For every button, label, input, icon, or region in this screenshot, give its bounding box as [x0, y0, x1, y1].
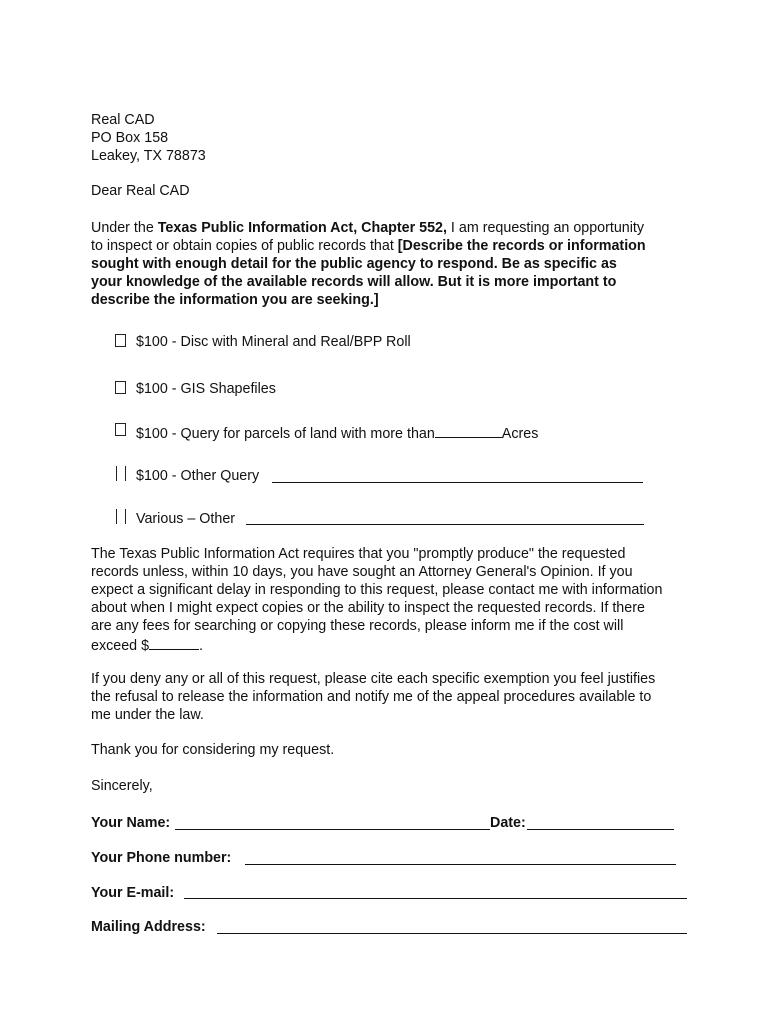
- body-p1-line-3: expect a significant delay in responding to this request, please contact me with information: [91, 582, 663, 598]
- body-p2-line-2: the refusal to release the information and notify me of the appeal procedures available to: [91, 689, 652, 705]
- mailing-address-field[interactable]: [217, 933, 687, 934]
- option-3-checkbox[interactable]: [115, 423, 126, 436]
- body-p2-line-3: me under the law.: [91, 707, 204, 723]
- body-p1-line-5: are any fees for searching or copying these records, please inform me if the cost will: [91, 618, 624, 634]
- email-label: Your E-mail:: [91, 885, 175, 901]
- recipient-po-box: PO Box 158: [91, 130, 169, 146]
- date-label: Date:: [490, 815, 526, 831]
- intro-line1-suffix: I am requesting an opportunity: [446, 220, 645, 236]
- closing: Sincerely,: [91, 778, 153, 794]
- body-p1-line-2: records unless, within 10 days, you have sought an Attorney General's Opinion. If you: [91, 564, 633, 580]
- your-name-field[interactable]: [175, 829, 490, 830]
- option-3-row: [136, 423, 538, 443]
- email-field[interactable]: [184, 898, 687, 899]
- mailing-address-label: Mailing Address:: [91, 919, 206, 935]
- option-1-label: $100 - Disc with Mineral and Real/BPP Roll: [136, 334, 411, 350]
- recipient-city-state-zip: Leakey, TX 78873: [91, 148, 206, 164]
- option-5-checkbox[interactable]: [116, 509, 126, 524]
- various-other-line[interactable]: [246, 524, 644, 525]
- phone-label: Your Phone number:: [91, 850, 232, 866]
- body-p1-line-4: about when I might expect copies or the ability to inspect the requested records. If there: [91, 600, 645, 616]
- intro-line-2: [91, 237, 701, 255]
- option-4-label: $100 - Other Query: [136, 468, 260, 484]
- date-field[interactable]: [527, 829, 674, 830]
- greeting: Dear Real CAD: [91, 183, 190, 199]
- body-p1-line-6: [91, 635, 703, 655]
- option-3-suffix: Acres: [501, 426, 539, 442]
- option-3-label: $100 - Query for parcels of land with more than: [136, 426, 435, 442]
- other-query-line[interactable]: [272, 482, 643, 483]
- acres-blank[interactable]: [435, 423, 502, 438]
- intro-line2-bold: [Describe the records or information: [397, 238, 646, 254]
- intro-line-3: sought with enough detail for the public agency to respond. Be as specific as: [91, 256, 617, 272]
- option-5-label: Various – Other: [136, 511, 236, 527]
- act-name: Texas Public Information Act, Chapter 552,: [157, 220, 447, 236]
- option-4-checkbox[interactable]: [116, 466, 126, 481]
- intro-line-4: your knowledge of the available records will allow. But it is more important to: [91, 274, 617, 290]
- phone-field[interactable]: [245, 864, 676, 865]
- body-paragraph-1: [91, 545, 703, 655]
- option-2-checkbox[interactable]: [115, 381, 126, 394]
- option-2-label: $100 - GIS Shapefiles: [136, 381, 276, 397]
- intro-line2-plain: to inspect or obtain copies of public records that: [91, 238, 398, 254]
- thanks-line: Thank you for considering my request.: [91, 742, 335, 758]
- intro-paragraph: [91, 219, 701, 309]
- body-p1-line-1: The Texas Public Information Act requires that you "promptly produce" the requested: [91, 546, 626, 562]
- body-p2-line-1: If you deny any or all of this request, please cite each specific exemption you feel justifies: [91, 671, 656, 687]
- intro-line-1: [91, 219, 701, 237]
- recipient-name: Real CAD: [91, 112, 155, 128]
- body-paragraph-2: [91, 670, 703, 724]
- intro-line-5: describe the information you are seeking.]: [91, 292, 379, 308]
- cost-limit-blank[interactable]: [149, 635, 199, 650]
- exceed-period: .: [199, 638, 204, 654]
- intro-prefix: Under the: [91, 220, 158, 236]
- your-name-label: Your Name:: [91, 815, 171, 831]
- option-1-checkbox[interactable]: [115, 334, 126, 347]
- exceed-text: exceed $: [91, 638, 150, 654]
